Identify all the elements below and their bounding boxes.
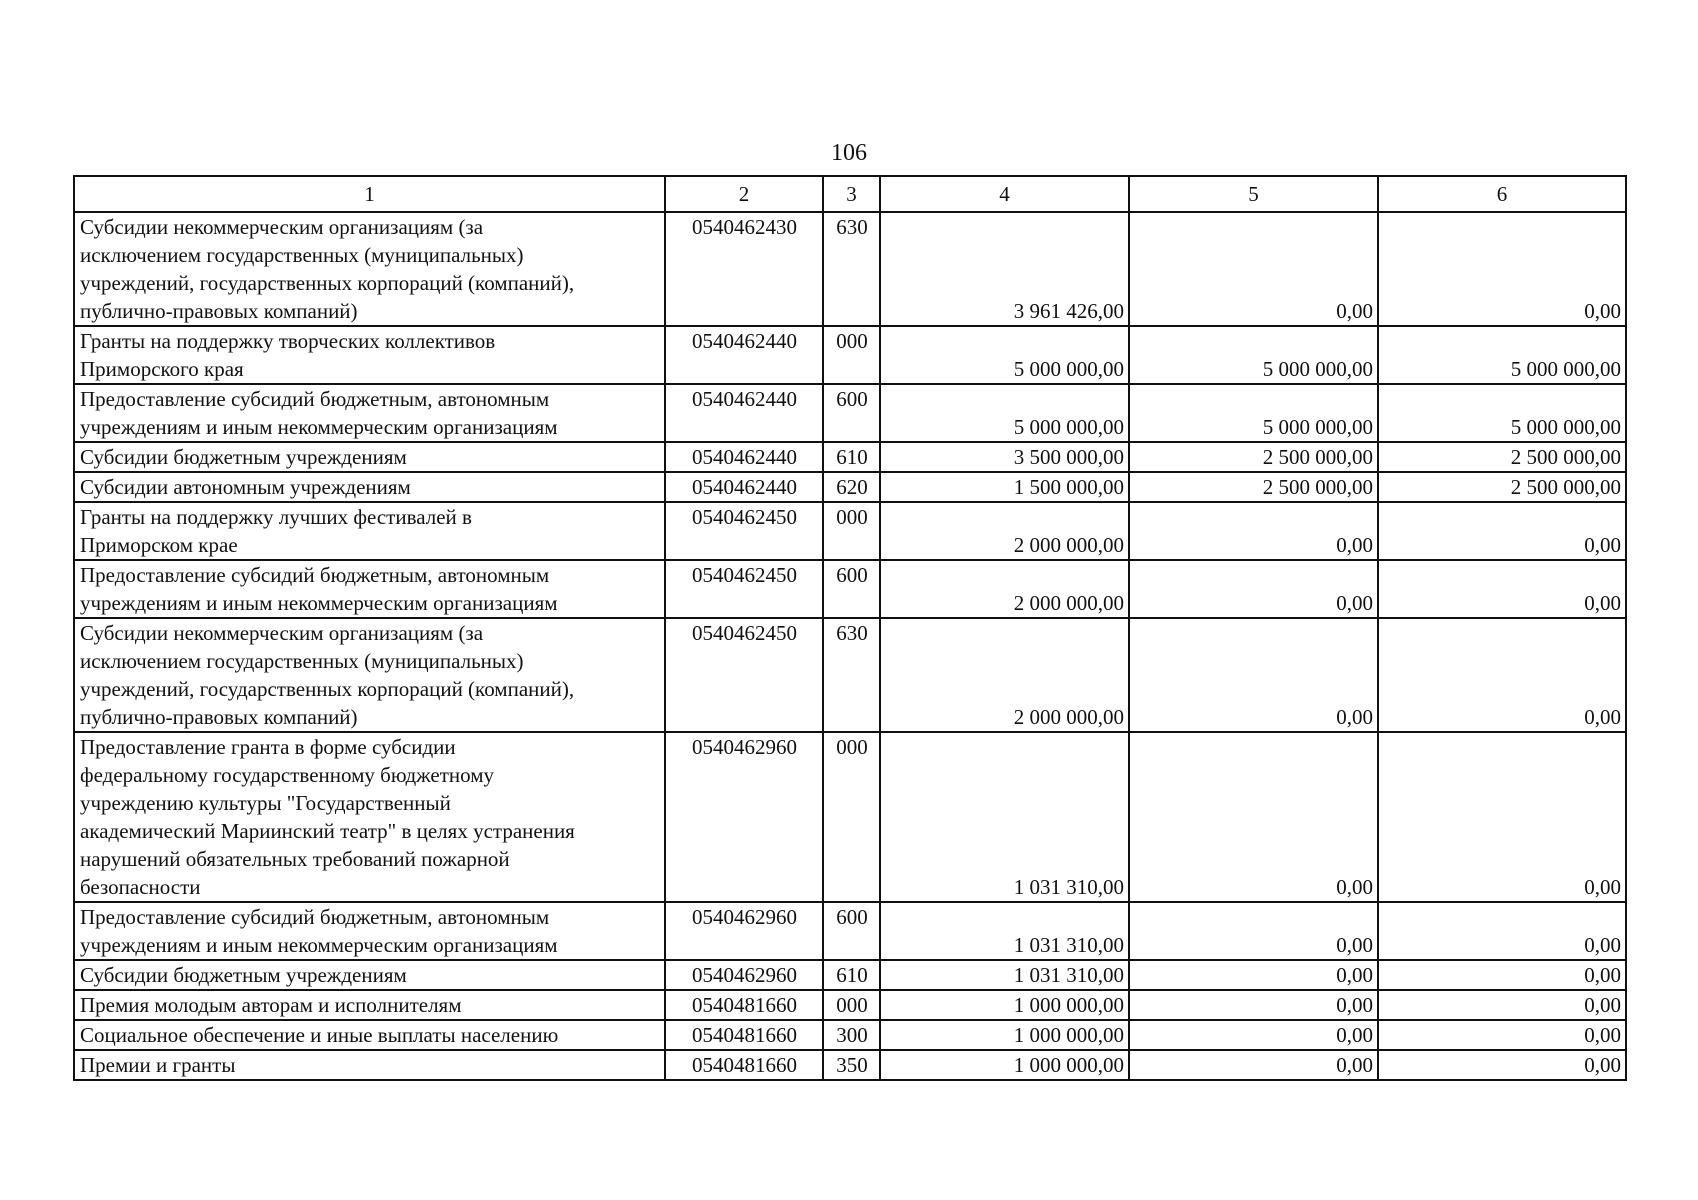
amount-col5-cell: 5 000 000,00 [1129,384,1378,442]
row-name-line: нарушений обязательных требований пожарной [80,847,510,871]
table-body [74,176,1626,1080]
row-name-cell [74,326,665,384]
row-name-line: публично-правовых компаний) [80,705,358,729]
amount-col6-cell: 0,00 [1378,902,1626,960]
row-name-line: исключением государственных (муниципальных) [80,243,524,267]
table-row [74,442,1626,472]
code-cell: 0540462960 [665,902,823,960]
column-number: 4 [880,176,1129,212]
row-name-line: учреждений, государственных корпораций (компаний), [80,677,575,701]
amount-col5-cell: 0,00 [1129,732,1378,902]
row-name-cell [74,502,665,560]
code-cell: 0540462450 [665,618,823,732]
row-name-cell [74,560,665,618]
column-number: 6 [1378,176,1626,212]
amount-col5-cell: 0,00 [1129,560,1378,618]
row-name-line: Гранты на поддержку творческих коллективов [80,329,496,353]
table-row [74,960,1626,990]
row-name-line: академический Мариинский театр" в целях устранения [80,819,575,843]
row-name-line: Приморского края [80,357,244,381]
amount-col6-cell: 0,00 [1378,1050,1626,1080]
row-name-line: исключением государственных (муниципальных) [80,649,524,673]
table-row [74,472,1626,502]
table-row [74,902,1626,960]
expense-type-cell: 000 [823,990,880,1020]
amount-col4-cell: 3 500 000,00 [880,442,1129,472]
row-name-cell [74,1050,665,1080]
column-number: 2 [665,176,823,212]
expense-type-cell: 600 [823,902,880,960]
table-row [74,212,1626,326]
row-name-cell [74,618,665,732]
code-cell: 0540462960 [665,960,823,990]
amount-col4-cell: 1 000 000,00 [880,990,1129,1020]
amount-col6-cell: 0,00 [1378,618,1626,732]
amount-col6-cell: 5 000 000,00 [1378,384,1626,442]
row-name-line: Гранты на поддержку лучших фестивалей в [80,505,472,529]
row-name-line: учреждениям и иным некоммерческим организациям [80,591,558,615]
code-cell: 0540462430 [665,212,823,326]
amount-col5-cell: 0,00 [1129,1050,1378,1080]
amount-col5-cell: 0,00 [1129,902,1378,960]
row-name-cell [74,442,665,472]
code-cell: 0540462450 [665,502,823,560]
row-name-line: Предоставление субсидий бюджетным, автономным [80,563,550,587]
amount-col4-cell: 1 031 310,00 [880,732,1129,902]
amount-col4-cell: 1 500 000,00 [880,472,1129,502]
amount-col4-cell: 5 000 000,00 [880,326,1129,384]
table-row [74,1050,1626,1080]
row-name-line: Предоставление субсидий бюджетным, автономным [80,387,550,411]
expense-type-cell: 630 [823,212,880,326]
column-number-row [74,176,1626,212]
row-name-line: Субсидии некоммерческим организациям (за [80,215,484,239]
code-cell: 0540481660 [665,1020,823,1050]
amount-col6-cell: 0,00 [1378,560,1626,618]
code-cell: 0540481660 [665,1050,823,1080]
code-cell: 0540462450 [665,560,823,618]
code-cell: 0540462960 [665,732,823,902]
page-number: 106 [831,140,867,166]
table-row [74,560,1626,618]
amount-col4-cell: 2 000 000,00 [880,560,1129,618]
amount-col5-cell: 5 000 000,00 [1129,326,1378,384]
row-name-cell [74,1020,665,1050]
amount-col5-cell: 0,00 [1129,618,1378,732]
expense-type-cell: 000 [823,502,880,560]
row-name-line: учреждениям и иным некоммерческим организациям [80,933,558,957]
amount-col6-cell: 2 500 000,00 [1378,442,1626,472]
amount-col6-cell: 0,00 [1378,960,1626,990]
expense-type-cell: 600 [823,560,880,618]
expense-type-cell: 630 [823,618,880,732]
expense-type-cell: 600 [823,384,880,442]
table-row [74,1020,1626,1050]
row-name-cell [74,902,665,960]
row-name-line: Предоставление субсидий бюджетным, автономным [80,905,550,929]
table-row [74,990,1626,1020]
amount-col5-cell: 0,00 [1129,212,1378,326]
amount-col5-cell: 0,00 [1129,960,1378,990]
amount-col4-cell: 1 031 310,00 [880,902,1129,960]
row-name-cell [74,472,665,502]
row-name-cell [74,212,665,326]
row-name-line: Субсидии бюджетным учреждениям [80,963,407,987]
expense-type-cell: 000 [823,326,880,384]
row-name-line: Премии и гранты [80,1053,236,1077]
row-name-line: учреждению культуры "Государственный [80,791,451,815]
code-cell: 0540462440 [665,442,823,472]
amount-col4-cell: 3 961 426,00 [880,212,1129,326]
expense-type-cell: 300 [823,1020,880,1050]
code-cell: 0540462440 [665,384,823,442]
expense-type-cell: 620 [823,472,880,502]
amount-col5-cell: 0,00 [1129,502,1378,560]
column-number: 3 [823,176,880,212]
amount-col6-cell: 5 000 000,00 [1378,326,1626,384]
row-name-line: учреждениям и иным некоммерческим организациям [80,415,558,439]
amount-col4-cell: 1 000 000,00 [880,1020,1129,1050]
amount-col6-cell: 0,00 [1378,1020,1626,1050]
table-row [74,326,1626,384]
row-name-line: Субсидии некоммерческим организациям (за [80,621,484,645]
amount-col5-cell: 0,00 [1129,1020,1378,1050]
expense-type-cell: 350 [823,1050,880,1080]
amount-col6-cell: 0,00 [1378,502,1626,560]
amount-col5-cell: 2 500 000,00 [1129,472,1378,502]
table-row [74,502,1626,560]
amount-col4-cell: 2 000 000,00 [880,618,1129,732]
row-name-line: публично-правовых компаний) [80,299,358,323]
row-name-line: Предоставление гранта в форме субсидии [80,735,456,759]
expense-type-cell: 610 [823,960,880,990]
amount-col6-cell: 0,00 [1378,732,1626,902]
table-row [74,618,1626,732]
code-cell: 0540481660 [665,990,823,1020]
row-name-line: Субсидии автономным учреждениям [80,475,411,499]
row-name-cell [74,384,665,442]
amount-col6-cell: 2 500 000,00 [1378,472,1626,502]
expense-type-cell: 000 [823,732,880,902]
code-cell: 0540462440 [665,472,823,502]
expense-type-cell: 610 [823,442,880,472]
row-name-line: Премия молодым авторам и исполнителям [80,993,462,1017]
amount-col5-cell: 0,00 [1129,990,1378,1020]
column-number: 5 [1129,176,1378,212]
amount-col4-cell: 5 000 000,00 [880,384,1129,442]
row-name-line: Субсидии бюджетным учреждениям [80,445,407,469]
row-name-line: Социальное обеспечение и иные выплаты населению [80,1023,559,1047]
amount-col6-cell: 0,00 [1378,990,1626,1020]
row-name-cell [74,732,665,902]
budget-table [73,175,1627,1081]
amount-col4-cell: 2 000 000,00 [880,502,1129,560]
row-name-cell [74,990,665,1020]
row-name-line: федеральному государственному бюджетному [80,763,495,787]
amount-col5-cell: 2 500 000,00 [1129,442,1378,472]
row-name-cell [74,960,665,990]
code-cell: 0540462440 [665,326,823,384]
row-name-line: безопасности [80,875,201,899]
row-name-line: учреждений, государственных корпораций (компаний), [80,271,575,295]
table-row [74,732,1626,902]
amount-col6-cell: 0,00 [1378,212,1626,326]
table-row [74,384,1626,442]
amount-col4-cell: 1 031 310,00 [880,960,1129,990]
row-name-line: Приморском крае [80,533,238,557]
column-number: 1 [74,176,665,212]
amount-col4-cell: 1 000 000,00 [880,1050,1129,1080]
